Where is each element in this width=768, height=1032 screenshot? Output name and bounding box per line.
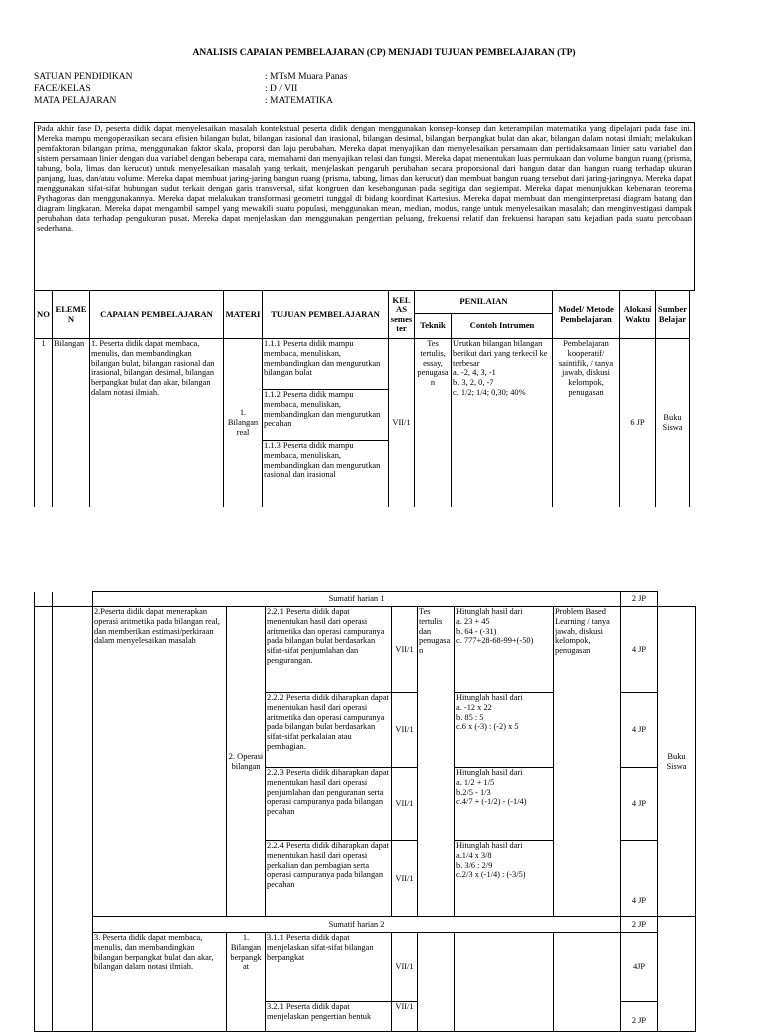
meta-value: : MATEMATIKA xyxy=(265,96,333,106)
tp-cell: 1.1.1 Peserta didik mampu membaca, menuliskan, membandingkan dan mengurutkan bilangan bulat xyxy=(263,339,389,390)
kelas-cell: VII/1 xyxy=(392,841,418,917)
materi-3: 1. Bilangan berpangk at xyxy=(227,933,266,1032)
capaian-3: 3. Peserta didik dapat membaca, menulis, dan membandingkan bilangan berpangkat bulat dan akar, bilangan dalam notasi ilmiah. xyxy=(93,933,227,1032)
header-capaian: CAPAIAN PEMBELAJARAN xyxy=(90,291,224,339)
tp-cell: 3.1.1 Peserta didik dapat menjelaskan sifat-sifat bilangan berpangkat xyxy=(266,933,392,1002)
document-title: ANALISIS CAPAIAN PEMBELAJARAN (CP) MENJADI TUJUAN PEMBELAJARAN (TP) xyxy=(192,48,576,58)
sumatif-1-jp: 2 JP xyxy=(621,592,658,607)
kelas-cell: VII/1 xyxy=(392,693,418,768)
sumatif-harian-1: Sumatif harian 1 xyxy=(93,592,621,607)
row-no: 1 xyxy=(35,339,53,507)
contoh-cell: Hitunglah hasil dari a.1/4 x 3/8 b. 3/6 : 2/9 c.2/3 x (-1/4) : (-3/5) xyxy=(455,841,554,917)
kelas-cell: VII/1 xyxy=(392,607,418,693)
tp-cell: 2.2.1 Peserta didik dapat menentukan hasil dari operasi aritmetika dan operasi campuranya pada bilangan bulat berdasarkan sifat-sifat penjumlahan dan pengurangan. xyxy=(266,607,392,693)
meta-value: : D / VII xyxy=(265,84,298,94)
alokasi-cell: 4 JP xyxy=(621,607,658,693)
header-no: NO xyxy=(35,291,53,339)
alokasi-cell: 4JP xyxy=(621,933,658,1002)
tp-cell: 3.2.1 Peserta didik dapat menjelaskan pengertian bentuk xyxy=(266,1002,392,1032)
contoh-cell: Hitunglah hasil dari a. 1/2 + 1/5 b.2/5 - 1/3 c.4/7 + (-1/2) - (-1/4) xyxy=(455,768,554,841)
meta-value: : MTsM Muara Panas xyxy=(265,72,348,82)
model-2: Problem Based Learning / tanya jawab, diskusi kelompok, penugasan xyxy=(554,607,621,917)
contoh-cell: Hitunglah hasil dari a. 23 + 45 b. 64 - (-31) c. 777+28-68-99+(-50) xyxy=(455,607,554,693)
row-capaian: 1. Peserta didik dapat membaca, menulis, dan membandingkan bilangan bulat, bilangan rasional dan irasional, bilangan desimal, bilangan berpangkat bulat dan akar, bilangan dalam notasi ilmiah. xyxy=(90,339,224,507)
meta-label: SATUAN PENDIDIKAN xyxy=(34,72,133,82)
meta-label: MATA PELAJARAN xyxy=(34,96,117,106)
materi-2: 2. Operasi bilangan xyxy=(227,607,266,917)
kelas-cell: VII/1 xyxy=(392,1002,418,1032)
alokasi-cell: 4 JP xyxy=(621,693,658,768)
continuation-no xyxy=(35,592,53,607)
row-sumber: Buku Siswa xyxy=(656,339,690,507)
row-alokasi: 6 JP xyxy=(620,339,656,507)
sumatif-harian-2: Sumatif harian 2 xyxy=(93,917,621,933)
kelas-cell: VII/1 xyxy=(392,768,418,841)
capaian-pembelajaran-text: Pada akhir fase D, peserta didik dapat menyelesaikan masalah kontekstual peserta didik dengan menggunakan konsep-konsep dan keterampilan matematika yang dipelajari pada fase ini. Mereka mampu mengoperasikan secara efisien bilangan bulat, bilangan rasional dan irasional, bilangan desimal, bilangan berpangkat bulat dan akar, bilangan dalam notasi ilmiah; melakukan pemfaktoran bilangan prima, menggunakan faktor skala, proporsi dan laju perubahan. Mereka dapat menyajikan dan menyelesaikan persamaan dan pertidaksamaan linier satu variabel dan sistem persamaan linier dengan dua variabel dengan beberapa cara, memahami dan menyajikan relasi dan fungsi. Mereka dapat menentukan luas permukaan dan volume bangun ruang (prisma, tabung, bola, limas dan kerucut) untuk menyelesaikan masalah yang terkait, menjelaskan pengaruh perubahan secara proporsional dari bangun datar dan bangun ruang terhadap ukuran panjang, luas, dan/atau volume. Mereka dapat membuat jaring-jaring bangun ruang (prisma, tabung, limas dan kerucut) dan membuat bangun ruang tersebut dari jaring-jaringnya. Mereka dapat menggunakan sifat-sifat hubungan sudut terkait dengan garis transversal, sifat kongruen dan kesebangunan pada segitiga dan segiempat. Mereka dapat menunjukkan kebenaran teorema Pythagoras dan menggunakannya. Mereka dapat melakukan transformasi geometri tunggal di bidang koordinat Kartesius. Mereka dapat membuat dan menginterpretasi diagram batang dan diagram lingkaran. Mereka dapat mengambil sampel yang mewakili suatu populasi, menggunakan mean, median, modus, range untuk menyelesaikan masalah; dan menginvestigasi dampak perubahan data terhadap pengukuran pusat. Mereka dapat menjelaskan dan menggunakan pengertian peluang, frekuensi relatif dan frekuensi harapan satu kejadian pada suatu percobaan sederhana. xyxy=(34,122,695,291)
capaian-2: 2.Peserta didik dapat menerapkan operasi aritmetika pada bilangan real, dan memberikan estimasi/perkiraan dalam menyelesaikan masalah xyxy=(93,607,227,917)
teknik-2: Tes tertulis dan penugasa n xyxy=(418,607,455,917)
tp-cell: 1.1.3 Peserta didik mampu membaca, menuliskan, membandingkan dan mengurutkan rasional dan irasional xyxy=(263,441,389,507)
header-alokasi: Alokasi Waktu xyxy=(620,291,656,339)
row-kelas: VII/1 xyxy=(389,339,415,507)
header-materi: MATERI xyxy=(224,291,263,339)
sumatif-2-jp: 2 JP xyxy=(621,917,658,933)
no-continued xyxy=(35,607,53,1032)
tp-cell: 1.1.2 Peserta didik mampu membaca, menuliskan, membandingkan dan mengurutkan pecahan xyxy=(263,390,389,441)
tp-cell: 2.2.4 Peserta didik diharapkan dapat menentukan hasil dari operasi perkalian dan pembagian serta operasi campuranya pada bilangan pecahan xyxy=(266,841,392,917)
header-elemen: ELEME N xyxy=(53,291,90,339)
continuation-elemen xyxy=(53,592,93,607)
sumber-2: Buku Siswa xyxy=(658,607,696,917)
analysis-table-page1 xyxy=(34,290,690,507)
header-penilaian: PENILAIAN xyxy=(415,291,553,314)
kelas-cell: VII/1 xyxy=(392,933,418,1002)
row-materi: 1. Bilangan real xyxy=(224,339,263,507)
header-teknik: Teknik xyxy=(415,314,452,339)
tp-cell: 2.2.3 Peserta didik diharapkan dapat menentukan hasil dari operasi penjumlahan dan penguranan serta operasi campuranya pada bilangan pecahan xyxy=(266,768,392,841)
elemen-continued xyxy=(53,607,93,1032)
tp-cell: 2.2.2 Peserta didik diharapkan dapat menentukan hasil dari operasi aritmetika dan operasi campuranya pada bilangan bulat berdasarkan sifat-sifat perkalaian atau pembagian. xyxy=(266,693,392,768)
header-tujuan: TUJUAN PEMBELAJARAN xyxy=(263,291,389,339)
row-elemen: Bilangan xyxy=(53,339,90,507)
header-kelas: KEL AS semes ter xyxy=(389,291,415,339)
header-contoh: Contoh Intrumen xyxy=(452,314,553,339)
contoh-cell: Hitunglah hasil dari a. -12 x 22 b. 85 : 5 c.6 x (-3) : (-2) x 5 xyxy=(455,693,554,768)
header-sumber: Sumber Belajar xyxy=(656,291,690,339)
analysis-table-page2 xyxy=(34,591,696,1032)
alokasi-cell: 4 JP xyxy=(621,841,658,917)
header-model: Model/ Metode Pembelajaran xyxy=(553,291,620,339)
row-model: Pembelajaran kooperatif/ saintifik, / tanya jawab, diskusi kelompok, penugasan xyxy=(553,339,620,507)
alokasi-cell: 2 JP xyxy=(621,1002,658,1032)
alokasi-cell: 4 JP xyxy=(621,768,658,841)
row-contoh: Urutkan bilangan bilangan berikut dari yang terkecil ke terbesar a. -2, 4, 3, -1 b. 3, 2, 0, -7 c. 1/2; 1/4; 0,30; 40% xyxy=(452,339,553,507)
meta-label: FACE/KELAS xyxy=(34,84,91,94)
row-teknik: Tes tertulis, essay, penugasa n xyxy=(415,339,452,507)
